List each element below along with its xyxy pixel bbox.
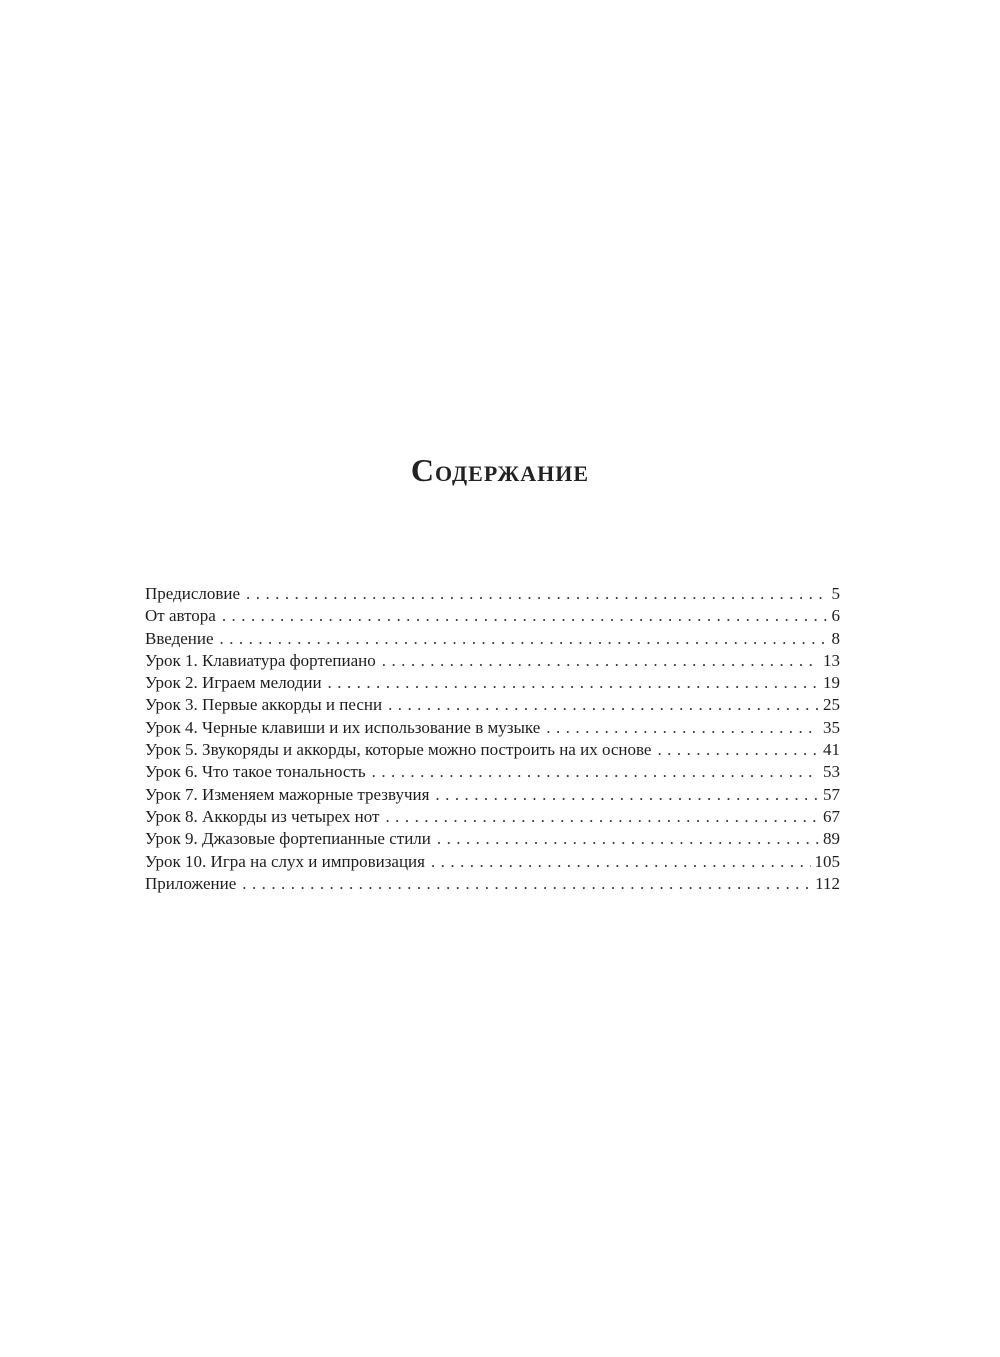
toc-entry-page: 105 <box>814 851 840 871</box>
toc-entry[interactable] <box>145 851 840 873</box>
toc-entry-label: От автора <box>145 606 216 626</box>
toc-entry[interactable] <box>145 717 840 739</box>
toc-entry[interactable] <box>145 583 840 605</box>
toc-dot-leader <box>657 739 819 761</box>
toc-entry-label: Урок 4. Черные клавиши и их использование в музыке <box>145 717 541 737</box>
table-of-contents <box>145 583 840 895</box>
toc-entry-label: Урок 3. Первые аккорды и песни <box>145 695 383 715</box>
toc-entry[interactable] <box>145 739 840 761</box>
toc-entry-label: Урок 7. Изменяем мажорные трезвучия <box>145 784 430 804</box>
toc-entry-label: Урок 10. Игра на слух и импровизация <box>145 851 425 871</box>
toc-dot-leader <box>546 717 819 739</box>
toc-entry-page: 25 <box>823 695 840 715</box>
toc-dot-leader <box>437 828 819 850</box>
toc-dot-leader <box>372 761 819 783</box>
toc-dot-leader <box>222 605 828 627</box>
toc-entry[interactable] <box>145 806 840 828</box>
toc-title: Содержание <box>410 452 590 488</box>
toc-entry-label: Урок 1. Клавиатура фортепиано <box>145 650 376 670</box>
toc-entry-page: 112 <box>815 873 840 893</box>
toc-entry-page: 13 <box>823 650 840 670</box>
toc-entry-page: 5 <box>831 584 840 603</box>
toc-entry[interactable] <box>145 672 840 694</box>
toc-entry-page: 89 <box>823 829 840 849</box>
toc-entry-label: Урок 5. Звукоряды и аккорды, которые можно построить на их основе <box>145 740 652 760</box>
toc-dot-leader <box>220 628 828 650</box>
toc-dot-leader <box>385 806 819 828</box>
toc-entry[interactable] <box>145 784 840 806</box>
toc-entry-page: 53 <box>823 762 840 782</box>
toc-entry-label: Урок 9. Джазовые фортепианные стили <box>145 829 431 849</box>
toc-entry-label: Урок 2. Играем мелодии <box>145 673 322 693</box>
toc-entry-page: 57 <box>823 784 840 804</box>
toc-entry-page: 41 <box>823 740 840 760</box>
toc-entry[interactable] <box>145 628 840 650</box>
toc-entry[interactable] <box>145 761 840 783</box>
toc-entry[interactable] <box>145 694 840 716</box>
toc-entry-page: 35 <box>823 717 840 737</box>
toc-dot-leader <box>431 851 811 873</box>
toc-dot-leader <box>242 873 811 895</box>
toc-entry-label: Приложение <box>145 873 237 893</box>
toc-entry-page: 8 <box>831 628 840 648</box>
toc-entry[interactable] <box>145 828 840 850</box>
toc-dot-leader <box>246 583 827 605</box>
toc-dot-leader <box>435 784 819 806</box>
toc-entry[interactable] <box>145 650 840 672</box>
toc-entry-page: 19 <box>823 673 840 693</box>
toc-entry[interactable] <box>145 605 840 627</box>
toc-entry-page: 6 <box>831 606 840 626</box>
toc-dot-leader <box>382 650 819 672</box>
toc-entry-label: Урок 6. Что такое тональность <box>145 762 366 782</box>
toc-entry-label: Введение <box>145 628 214 648</box>
toc-entry-page: 67 <box>823 806 840 826</box>
toc-entry-label: Предисловие <box>145 584 241 603</box>
toc-entry[interactable] <box>145 873 840 895</box>
toc-dot-leader <box>328 672 819 694</box>
toc-entry-label: Урок 8. Аккорды из четырех нот <box>145 806 380 826</box>
toc-dot-leader <box>388 694 819 716</box>
